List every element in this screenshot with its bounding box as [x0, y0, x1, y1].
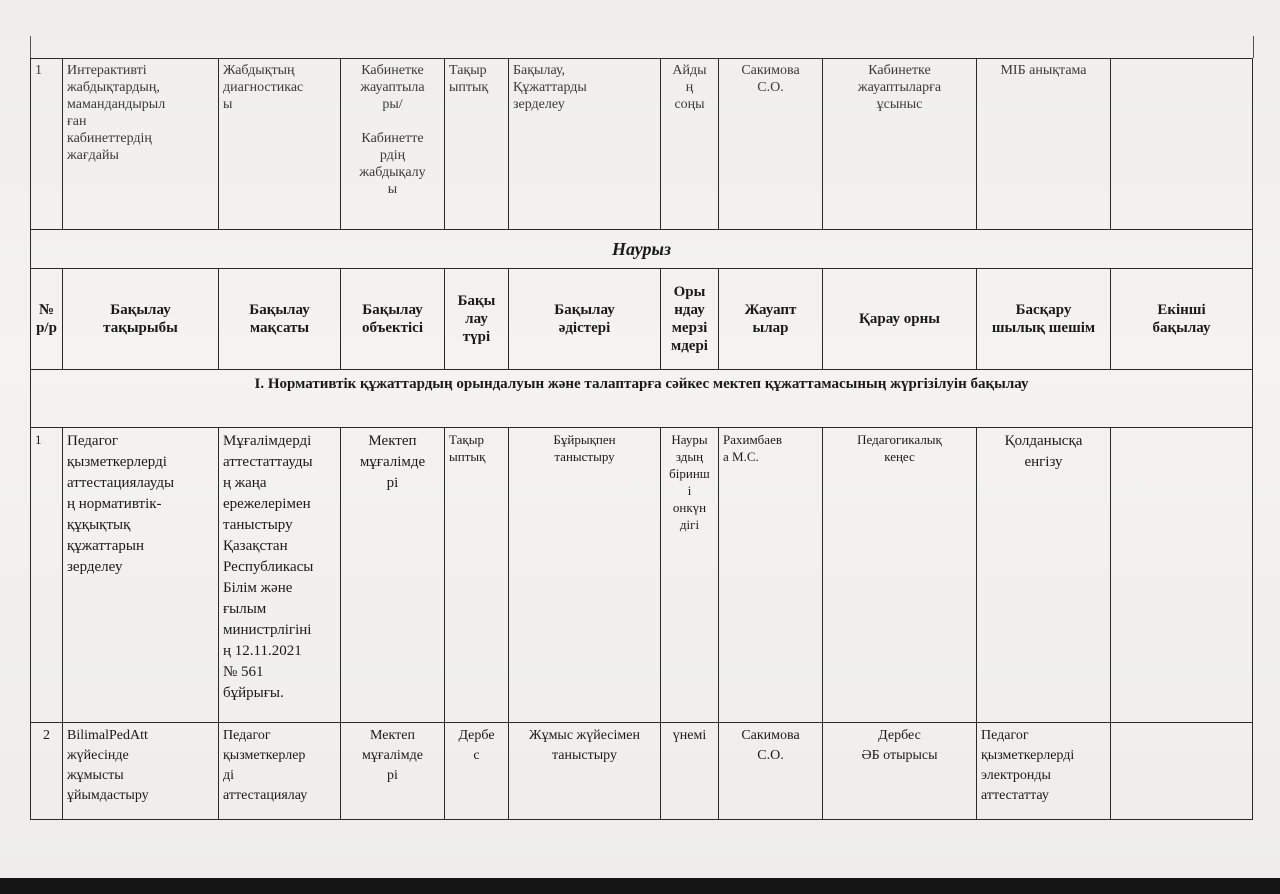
section-row — [31, 370, 1253, 428]
header-responsible: Жауапт ылар — [719, 269, 823, 370]
cell-second — [1111, 428, 1253, 723]
cell-deadline: Науры здың біринш і онкүн дігі — [661, 428, 719, 723]
cell-decision: МІБ анықтама — [977, 59, 1111, 230]
table-row-previous — [31, 59, 1253, 230]
header-type: Бақы лау түрі — [445, 269, 509, 370]
header-goal: Бақылау мақсаты — [219, 269, 341, 370]
header-topic: Бақылау тақырыбы — [63, 269, 219, 370]
header-review-place: Қарау орны — [823, 269, 977, 370]
cell-decision: Қолданысқа енгізу — [977, 428, 1111, 723]
cell-responsible: Сакимова С.О. — [719, 723, 823, 820]
cell-topic: BilimalPedAtt жүйесінде жұмысты ұйымдастыру — [63, 723, 219, 820]
cell-methods: Бұйрықпен таныстыру — [509, 428, 661, 723]
cell-methods: Жұмыс жүйесімен таныстыру — [509, 723, 661, 820]
table-row — [31, 428, 1253, 723]
cell-second — [1111, 723, 1253, 820]
cell-goal: Жабдықтың диагностикас ы — [219, 59, 341, 230]
cell-second — [1111, 59, 1253, 230]
cell-object: Мектеп мұғалімде рі — [341, 428, 445, 723]
cell-decision: Педагог қызметкерлерді электронды аттестаттау — [977, 723, 1111, 820]
cell-topic: Педагог қызметкерлерді аттестациялауды ң нормативтік- құқықтық құжаттарын зерделеу — [63, 428, 219, 723]
cell-review-place: Педагогикалық кеңес — [823, 428, 977, 723]
cell-num: 1 — [31, 428, 63, 723]
cell-num: 2 — [31, 723, 63, 820]
header-row — [31, 269, 1253, 370]
table-top-edge — [30, 36, 1254, 58]
cell-topic: Интерактивті жабдықтардың, мамандандырыл ған кабинеттердің жағдайы — [63, 59, 219, 230]
photo-edge-shadow — [0, 878, 1280, 894]
header-object: Бақылау объектісі — [341, 269, 445, 370]
cell-type: Дербе с — [445, 723, 509, 820]
month-row — [31, 230, 1253, 269]
cell-methods: Бақылау, Құжаттарды зерделеу — [509, 59, 661, 230]
cell-goal: Мұғалімдерді аттестаттауды ң жаңа ережелерімен таныстыру Қазақстан Республикасы Білім және ғылым министрлігіні ң 12.11.2021 № 561 бұйрығы. — [219, 428, 341, 723]
cell-type: Тақыр ыптық — [445, 428, 509, 723]
cell-responsible: Сакимова С.О. — [719, 59, 823, 230]
control-plan-table — [30, 58, 1253, 820]
cell-goal: Педагог қызметкерлер ді аттестациялау — [219, 723, 341, 820]
cell-deadline: Айды ң соңы — [661, 59, 719, 230]
table-row — [31, 723, 1253, 820]
header-deadline: Оры ндау мерзі мдері — [661, 269, 719, 370]
cell-num: 1 — [31, 59, 63, 230]
cell-type: Тақыр ыптық — [445, 59, 509, 230]
header-num: № р/р — [31, 269, 63, 370]
cell-review-place: Кабинетке жауаптыларға ұсыныс — [823, 59, 977, 230]
header-second: Екінші бақылау — [1111, 269, 1253, 370]
header-decision: Басқару шылық шешім — [977, 269, 1111, 370]
cell-object: Мектеп мұғалімде рі — [341, 723, 445, 820]
month-title: Наурыз — [31, 230, 1253, 269]
cell-responsible: Рахимбаев а М.С. — [719, 428, 823, 723]
header-methods: Бақылау әдістері — [509, 269, 661, 370]
cell-deadline: үнемі — [661, 723, 719, 820]
section-title: І. Нормативтік құжаттардың орындалуын және талаптарға сәйкес мектеп құжаттамасының жүргізілуін бақылау — [31, 370, 1253, 428]
cell-object: Кабинетке жауаптыла ры/ Кабинетте рдің жабдықалу ы — [341, 59, 445, 230]
cell-review-place: Дербес ӘБ отырысы — [823, 723, 977, 820]
